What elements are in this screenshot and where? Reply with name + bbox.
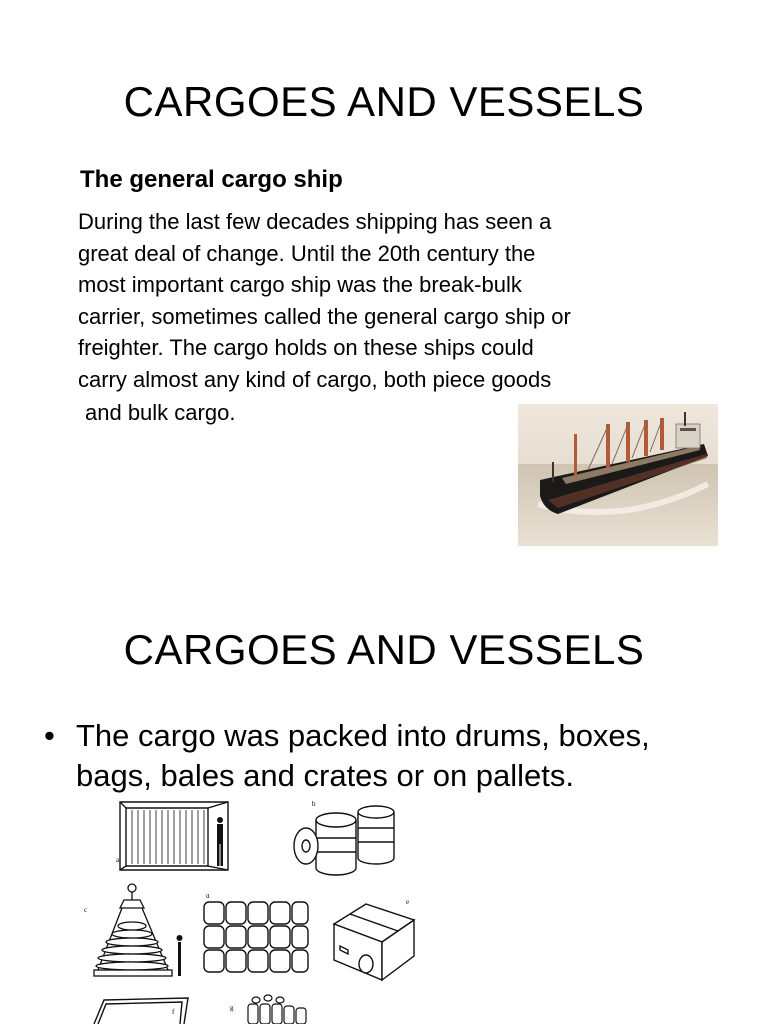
pallet-drawing [84, 994, 194, 1024]
paragraph-line: most important cargo ship was the break-bulk [78, 272, 522, 297]
bullet-text: The cargo was packed into drums, boxes, bags, bales and crates or on pallets. [76, 718, 650, 793]
label-b: b [312, 800, 316, 808]
cargo-packaging-illustrations [80, 798, 420, 1024]
label-e: e [406, 898, 410, 906]
paragraph-line: During the last few decades shipping has seen a [78, 209, 552, 234]
bags-sling-drawing [84, 882, 188, 982]
slide-2 [0, 576, 768, 1024]
body-paragraph [78, 206, 678, 429]
container-drawing [80, 800, 232, 874]
label-a: a [116, 856, 120, 864]
label-c: c [84, 906, 88, 914]
paragraph-line: and bulk cargo. [85, 400, 236, 425]
drums-drawing [284, 798, 404, 878]
section-heading: The general cargo ship [80, 166, 343, 193]
label-g: g [230, 1004, 234, 1012]
sacks-drawing [220, 994, 320, 1024]
label-f: f [172, 1008, 175, 1016]
cargo-ship-photo [518, 404, 718, 546]
bullet-marker: • [44, 718, 55, 753]
paragraph-line: great deal of change. Until the 20th century the [78, 240, 536, 266]
paragraph-line: carry almost any kind of cargo, both piece goods [78, 366, 552, 392]
label-d: d [206, 894, 210, 900]
paragraph-line: freighter. The cargo holds on these ships could [78, 335, 534, 360]
slide-title: CARGOES AND VESSELS [123, 78, 645, 125]
bales-drawing [200, 894, 312, 986]
box-drawing [330, 894, 420, 984]
slide-title: CARGOES AND VESSELS [123, 626, 645, 673]
paragraph-line: carrier, sometimes called the general cargo ship or [78, 303, 571, 329]
